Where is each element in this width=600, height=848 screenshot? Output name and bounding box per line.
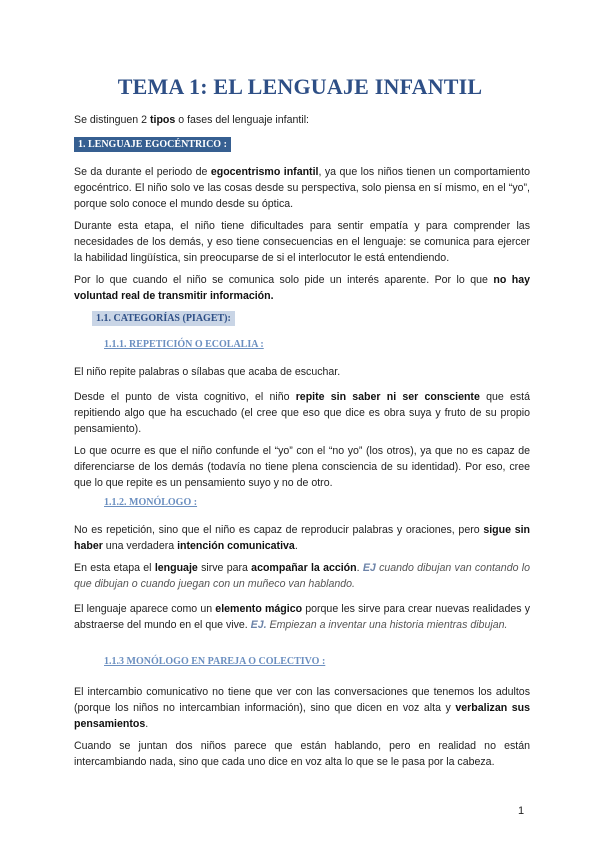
- text-run: En esta etapa el: [74, 562, 155, 574]
- intro-bold: tipos: [149, 114, 176, 126]
- text-run: , ya que los niños tienen un comportamiento egocéntrico. El niño solo ve las cosas desde su perspectiva, solo piensa en sí mismo, en el “yo”, porque solo conoce el mundo desde su óptica.: [74, 166, 530, 210]
- bold-run: no hay voluntad real de transmitir información.: [74, 274, 530, 302]
- text-run: .: [145, 718, 149, 730]
- bold-run: acompañar la acción: [251, 562, 357, 574]
- text-run: que está repitiendo algo que ha escuchado (el cree que eso que dice es obra suya y fruto de su propio pensamiento).: [74, 391, 530, 435]
- subheading-monologo: 1.1.2. MONÓLOGO :: [104, 497, 198, 508]
- paragraph-no-repeticion: [74, 522, 530, 554]
- text-run: Desde el punto de vista cognitivo, el niño: [74, 391, 296, 403]
- text-run: .: [294, 540, 298, 552]
- intro-text: Se distinguen 2: [74, 114, 150, 126]
- intro-text-end: o fases del lenguaje infantil:: [175, 114, 309, 126]
- text-run: Se da durante el periodo de: [74, 166, 211, 178]
- subheading-repeticion: 1.1.1. REPETICIÓN O ECOLALIA :: [104, 339, 264, 350]
- example-label: EJ.: [250, 619, 267, 631]
- text-run: una verdadera: [102, 540, 178, 552]
- paragraph-dos-ninos: Cuando se juntan dos niños parece que están hablando, pero en realidad no están intercambiando nada, sino que cada uno dice en voz alta lo que se le pasa por la cabeza.: [74, 740, 530, 768]
- subsection-heading-categorias: 1.1. CATEGORÍAS (PIAGET):: [92, 311, 235, 326]
- text-run: El intercambio comunicativo no tiene que ver con las conversaciones que tenemos los adultos (porque los niños no intercambian información), sino que dicen en voz alta y: [74, 686, 530, 714]
- paragraph-egocentrismo: [74, 164, 530, 212]
- paragraph-repite-palabras: El niño repite palabras o sílabas que acaba de escuchar.: [74, 366, 341, 378]
- bold-run: intención comunicativa: [177, 540, 295, 552]
- text-run: Por lo que cuando el niño se comunica solo pide un interés aparente. Por lo que: [74, 274, 494, 286]
- intro-paragraph: [74, 112, 530, 128]
- paragraph-acompanar-accion: [74, 560, 530, 592]
- example-label: EJ: [362, 562, 376, 574]
- text-run: sirve para: [197, 562, 252, 574]
- paragraph-dificultades: Durante esta etapa, el niño tiene dificultades para sentir empatía y para comprender las necesidades de los demás, y eso tiene consecuencias en el lenguaje: se comunica para ejercer la habilidad lingüística, sin preocuparse de si el interlocutor le está entendiendo.: [74, 220, 530, 264]
- bold-run: egocentrismo infantil: [210, 166, 319, 178]
- section-heading-egocentrico: 1. LENGUAJE EGOCÉNTRICO :: [74, 137, 231, 152]
- bold-run: verbalizan sus pensamientos: [74, 702, 531, 730]
- bold-run: repite sin saber ni ser consciente: [295, 391, 480, 403]
- example-text: [251, 619, 508, 631]
- paragraph-interes-aparente: [74, 272, 530, 304]
- paragraph-yo-no-yo: Lo que ocurre es que el niño confunde el “yo” con el “no yo” (los otros), ya que no es capaz de diferenciarse de los demás (todavía no tiene plena consciencia de su identidad). Por eso, cree que lo que repite es un pensamiento suyo y no de otro.: [74, 445, 530, 489]
- paragraph-punto-vista-cognitivo: [74, 389, 530, 437]
- text-run: porque les sirve para crear nuevas realidades y abstraerse del mundo en el que vive.: [74, 603, 530, 631]
- bold-run: sigue sin haber: [74, 524, 530, 552]
- page-number: 1: [518, 805, 525, 817]
- text-run: .: [356, 562, 363, 574]
- subheading-monologo-pareja: 1.1.3 MONÓLOGO EN PAREJA O COLECTIVO :: [104, 656, 326, 667]
- bold-run: elemento mágico: [215, 603, 303, 615]
- page-title: TEMA 1: EL LENGUAJE INFANTIL: [117, 74, 483, 99]
- paragraph-elemento-magico: [74, 601, 530, 633]
- example-body: cuando dibujan van contando lo que dibujan o cuando juegan con un muñeco van hablando.: [74, 562, 530, 590]
- bold-run: lenguaje: [154, 562, 198, 574]
- paragraph-intercambio-comunicativo: [74, 684, 530, 732]
- text-run: El lenguaje aparece como un: [74, 603, 216, 615]
- example-body: Empiezan a inventar una historia mientras dibujan.: [266, 619, 508, 631]
- text-run: No es repetición, sino que el niño es capaz de reproducir palabras y oraciones, pero: [74, 524, 484, 536]
